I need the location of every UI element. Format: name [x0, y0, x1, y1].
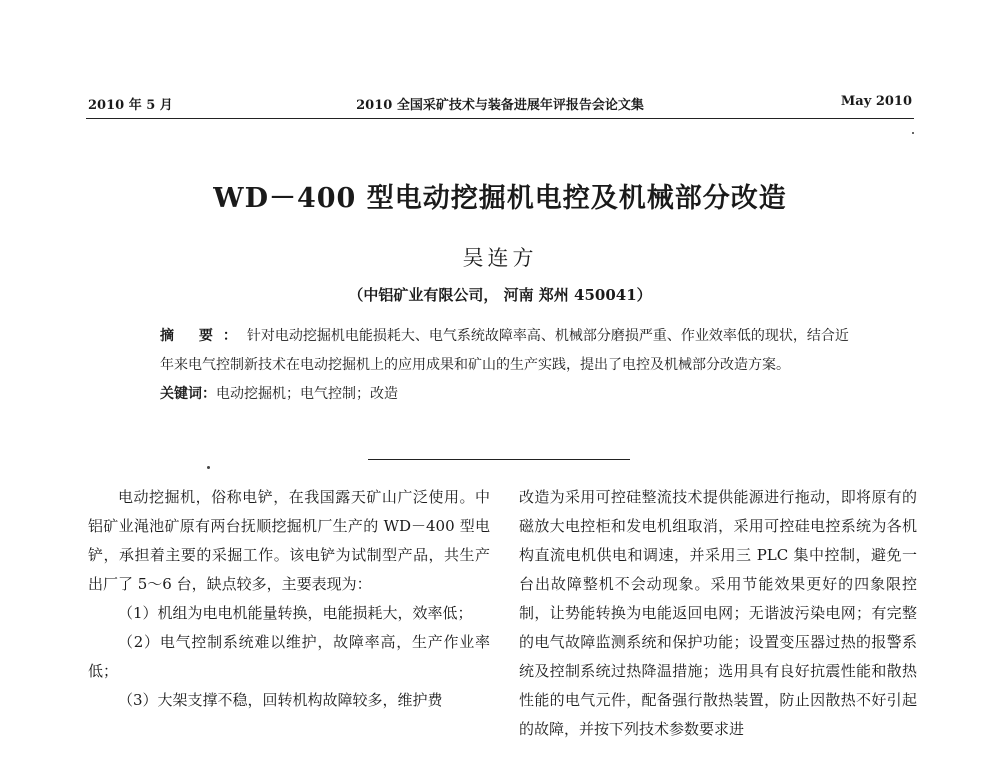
keywords-text: 电动挖掘机；电气控制；改造: [216, 386, 398, 402]
body-column-right: [519, 483, 917, 744]
body-paragraph: 改造为采用可控硅整流技术提供能源进行拖动，即将原有的磁放大电控柜和发电机组取消，采用可控硅电控系统为各机构直流电机供电和调速，并采用三 PLC 集中控制，避免一台出故障整机不会动现象。采用节能效果更好的四象限控制，让势能转换为电能返回电网；无谐波污染电网；有完整的电气故障监测系统和保护功能；设置变压器过热的报警系统及控制系统过热降温措施；选用具有良好抗震性能和散热性能的电气元件，配备强行散热装置，防止因散热不好引起的故障，并按下列技术参数要求进: [519, 488, 917, 738]
body-paragraph: 电动挖掘机，俗称电铲，在我国露天矿山广泛使用。中铝矿业渑池矿原有两台抚顺挖掘机厂生产的 WD－400 型电铲，承担着主要的采掘工作。该电铲为试制型产品，共生产出厂了 5～6 台，缺点较多，主要表现为：: [88, 488, 490, 593]
scan-dot: [207, 466, 210, 469]
header-proceedings-title: 2010 全国采矿技术与装备进展年评报告会论文集: [356, 98, 644, 113]
header-date: 2010 年 5 月: [88, 98, 173, 113]
paper-author: 吴连方: [462, 246, 538, 270]
keywords-label: 关键词：: [160, 386, 216, 402]
section-divider: [368, 459, 630, 460]
paper-affiliation: （中铝矿业有限公司， 河南 郑州 450041）: [348, 286, 652, 304]
body-paragraph: （1）机组为电电机能量转换，电能损耗大，效率低；: [118, 604, 473, 622]
abstract-label: 摘 要：: [160, 328, 247, 344]
abstract-block: [160, 322, 850, 409]
abstract: [160, 322, 850, 380]
body-column-left: [88, 483, 490, 715]
body-paragraph: （2）电气控制系统难以维护，故障率高，生产作业率低；: [88, 633, 490, 680]
header-date-en: May 2010: [840, 94, 912, 109]
abstract-text: 针对电动挖掘机电能损耗大、电气系统故障率高、机械部分磨损严重、作业效率低的现状，结合近年来电气控制新技术在电动挖掘机上的应用成果和矿山的生产实践，提出了电控及机械部分改造方案。: [160, 328, 849, 373]
paper-title: WD－400 型电动挖掘机电控及机械部分改造: [213, 183, 787, 214]
keywords: [160, 380, 850, 409]
scan-speck: [912, 132, 914, 134]
header-rule: [86, 118, 914, 119]
body-paragraph: （3）大架支撑不稳，回转机构故障较多，维护费: [118, 691, 443, 709]
